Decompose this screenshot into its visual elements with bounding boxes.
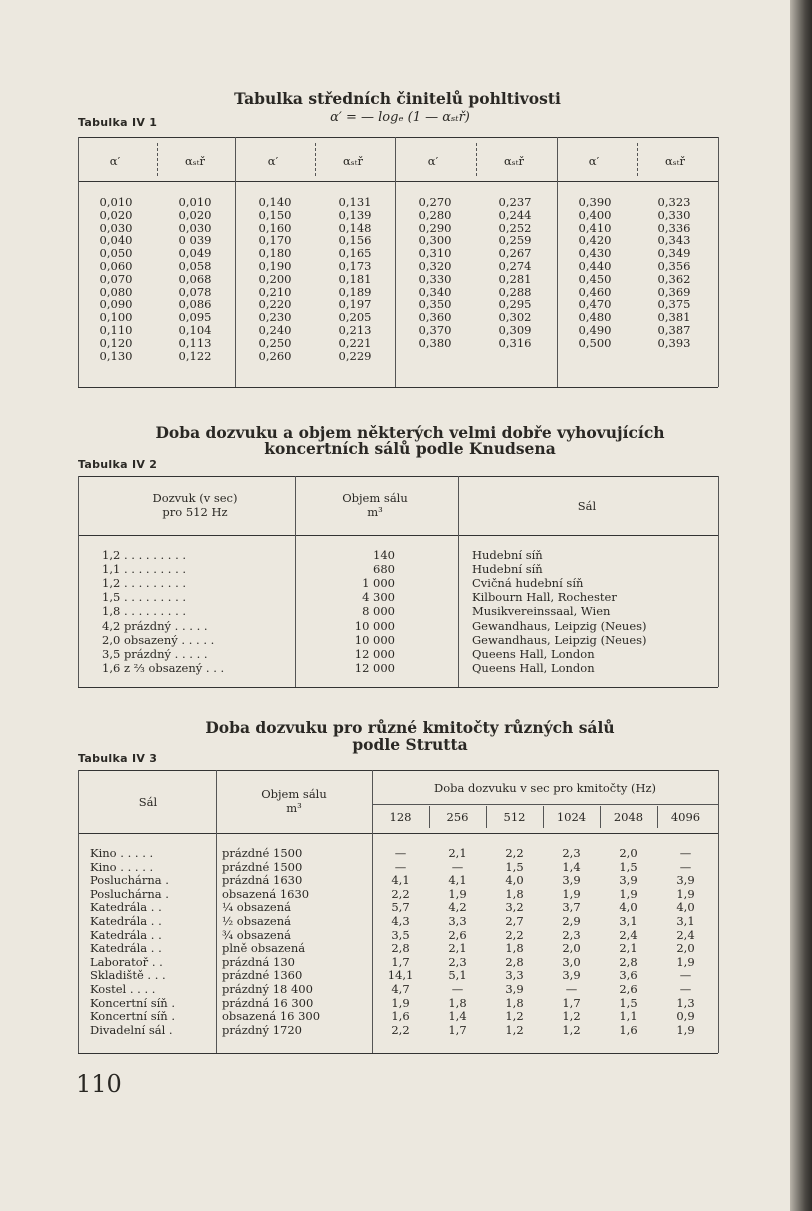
t1-cell: 0,010 (99, 195, 133, 209)
t3-hall-cell: Divadelní sál . (90, 1022, 173, 1037)
t3-value-cell: — (565, 982, 578, 996)
t1-cell: 0,295 (498, 297, 532, 312)
t3-hall-cell: Posluchárna . (90, 886, 169, 901)
t2-reverb-cell: 1,5 . . . . . . . . . (102, 590, 187, 605)
t1-cell: 0,390 (578, 195, 612, 209)
t1-cell: 0,020 (99, 207, 133, 222)
t1-cell: 0,310 (418, 246, 452, 261)
t3-value-cell: 1,9 (619, 886, 638, 901)
t3-header-hall: Sál (138, 795, 158, 809)
t3-value-cell: — (394, 859, 407, 874)
t3-value-cell: 1,2 (505, 1022, 524, 1037)
t1-cell: 0,139 (338, 207, 372, 222)
t1-cell: 0,270 (418, 195, 452, 209)
table1-label: Tabulka IV 1 (78, 116, 158, 129)
t1-header-alpha-1: α′ (109, 154, 121, 168)
table3-title-line1: Doba dozvuku pro různé kmitočty různých sálů (205, 718, 615, 737)
t3-value-cell: 1,6 (391, 1009, 410, 1024)
t3-value-cell: 2,0 (676, 941, 695, 956)
t1-cell: 0,400 (578, 207, 612, 222)
t1-cell: 0,210 (258, 284, 292, 299)
t1-cell: 0,229 (338, 348, 372, 363)
t3-value-cell: 2,6 (619, 982, 638, 996)
t1-cell: 0,281 (498, 271, 532, 286)
t1-cell: 0,356 (657, 259, 691, 273)
t1-cell: 0,197 (338, 297, 372, 312)
t1-cell: 0,316 (498, 335, 532, 350)
t2-volume-cell: 10 000 (354, 632, 395, 647)
t3-value-cell: 2,4 (619, 927, 638, 942)
t3-volume-cell: prázdná 1630 (222, 873, 303, 888)
t3-hall-cell: Kino . . . . . (90, 846, 154, 860)
t3-value-cell: 4,1 (391, 873, 410, 888)
t1-cell: 0,130 (99, 348, 133, 363)
t1-cell: 0,340 (418, 284, 452, 299)
t3-hall-cell: Laboratoř . . (90, 954, 163, 969)
t1-cell: 0,190 (258, 259, 292, 273)
t1-header-astr-1: αₛₜř (185, 154, 205, 168)
t1-cell: 0,230 (258, 310, 292, 325)
t2-hall-cell: Queens Hall, London (472, 660, 595, 675)
t2-volume-cell: 680 (373, 562, 395, 577)
t3-hall-cell: Posluchárna . (90, 873, 169, 888)
t1-cell: 0,049 (178, 246, 212, 261)
t3-value-cell: 1,9 (676, 1022, 695, 1037)
t2-reverb-cell: 4,2 prázdný . . . . . (102, 618, 208, 633)
t3-hall-cell: Kino . . . . . (90, 859, 154, 874)
t3-hall-cell: Katedrála . . (90, 914, 162, 928)
t3-value-cell: 1,1 (619, 1009, 638, 1024)
t3-freq-256: 256 (446, 810, 469, 824)
page-edge-shadow (790, 0, 812, 1211)
t2-reverb-cell: 3,5 prázdný . . . . . (102, 646, 208, 661)
table1-formula: α′ = — logₑ (1 — αₛₜř) (330, 110, 470, 125)
t3-value-cell: 2,9 (562, 914, 581, 928)
t2-hall-cell: Hudební síň (472, 562, 543, 577)
t3-freq-128: 128 (389, 810, 412, 824)
t1-cell: 0,080 (99, 284, 133, 299)
t3-header-volume-2: m³ (286, 801, 302, 815)
t1-cell: 0,205 (338, 310, 372, 325)
t3-value-cell: 3,6 (619, 968, 638, 983)
t3-value-cell: 4,2 (448, 900, 467, 915)
table3-label: Tabulka IV 3 (78, 752, 158, 765)
t1-cell: 0,237 (498, 195, 532, 209)
t1-cell: 0,490 (578, 323, 612, 337)
t3-value-cell: 3,9 (505, 982, 524, 996)
t1-cell: 0,349 (657, 246, 691, 261)
t2-volume-cell: 4 300 (362, 590, 395, 605)
t2-volume-cell: 12 000 (354, 660, 395, 675)
t1-cell: 0,020 (178, 207, 212, 222)
t3-value-cell: 2,8 (619, 954, 638, 969)
t3-value-cell: 2,2 (505, 846, 524, 860)
t1-cell: 0,180 (258, 246, 292, 261)
t2-reverb-cell: 1,2 . . . . . . . . . (102, 576, 187, 591)
t3-value-cell: 2,2 (391, 886, 410, 901)
t1-cell: 0,113 (178, 335, 212, 350)
t3-volume-cell: prázdná 16 300 (222, 995, 314, 1010)
t3-value-cell: 2,3 (562, 927, 581, 942)
t1-cell: 0,320 (418, 259, 452, 273)
t2-header-hall: Sál (577, 499, 597, 513)
t1-cell: 0,220 (258, 297, 292, 312)
t3-volume-cell: prázdný 18 400 (222, 982, 313, 996)
t2-volume-cell: 1 000 (362, 576, 395, 591)
t1-cell: 0,110 (99, 323, 133, 337)
t1-cell: 0,420 (578, 233, 612, 248)
t3-value-cell: 1,2 (562, 1022, 581, 1037)
t2-volume-cell: 8 000 (362, 604, 395, 619)
t3-value-cell: 3,9 (562, 873, 581, 888)
t2-header-volume-1: Objem sálu (342, 491, 408, 505)
t1-cell: 0,200 (258, 271, 292, 286)
t3-value-cell: 2,2 (391, 1022, 410, 1037)
t1-cell: 0,156 (338, 233, 372, 248)
t1-cell: 0,189 (338, 284, 372, 299)
t3-value-cell: 1,2 (505, 1009, 524, 1024)
t3-value-cell: 1,7 (448, 1022, 467, 1037)
t1-cell: 0,131 (338, 195, 372, 209)
t3-value-cell: 1,9 (448, 886, 467, 901)
t1-cell: 0,070 (99, 271, 133, 286)
t1-cell: 0,030 (99, 220, 133, 235)
t3-value-cell: 14,1 (387, 968, 414, 983)
table2-title-line1: Doba dozvuku a objem některých velmi dobře vyhovujících (155, 423, 665, 442)
t3-value-cell: 3,1 (676, 914, 695, 928)
t3-value-cell: 3,9 (619, 873, 638, 888)
page-number: 110 (76, 1070, 122, 1098)
t1-cell: 0,140 (258, 195, 292, 209)
t3-hall-cell: Katedrála . . (90, 941, 162, 956)
t2-reverb-cell: 1,2 . . . . . . . . . (102, 548, 187, 562)
t1-cell: 0,030 (178, 220, 212, 235)
t1-cell: 0,040 (99, 233, 133, 248)
t2-volume-cell: 10 000 (354, 618, 395, 633)
t1-cell: 0,240 (258, 323, 292, 337)
t1-cell: 0,381 (657, 310, 691, 325)
t1-cell: 0,375 (657, 297, 691, 312)
t1-header-alpha-3: α′ (427, 154, 439, 168)
t3-freq-1024: 1024 (556, 810, 587, 824)
t3-value-cell: 1,3 (676, 995, 695, 1010)
t3-value-cell: 1,5 (619, 995, 638, 1010)
t3-volume-cell: prázdná 130 (222, 954, 296, 969)
t1-cell: 0,104 (178, 323, 212, 337)
t1-header-alpha-2: α′ (267, 154, 279, 168)
t3-value-cell: 3,1 (619, 914, 638, 928)
t1-cell: 0,148 (338, 220, 372, 235)
t3-value-cell: 3,7 (562, 900, 581, 915)
t1-cell: 0,290 (418, 220, 452, 235)
t1-cell: 0,350 (418, 297, 452, 312)
t1-cell: 0,370 (418, 323, 452, 337)
t1-cell: 0,330 (657, 207, 691, 222)
t3-value-cell: 3,0 (562, 954, 581, 969)
t1-cell: 0,259 (498, 233, 532, 248)
t2-hall-cell: Kilbourn Hall, Rochester (472, 590, 617, 605)
t1-cell: 0,010 (178, 195, 212, 209)
t2-hall-cell: Cvičná hudební síň (472, 576, 584, 591)
t3-hall-cell: Koncertní síň . (90, 1009, 176, 1024)
t1-cell: 0,173 (338, 259, 372, 273)
t1-cell: 0,410 (578, 220, 612, 235)
t1-cell: 0,480 (578, 310, 612, 325)
t3-hall-cell: Koncertní síň . (90, 995, 176, 1010)
t3-value-cell: 1,9 (676, 954, 695, 969)
t3-value-cell: 2,0 (619, 846, 638, 860)
t3-volume-cell: prázdné 1500 (222, 846, 303, 860)
t3-volume-cell: obsazená 16 300 (222, 1009, 321, 1024)
t3-volume-cell: ¾ obsazená (222, 927, 291, 942)
table2-label: Tabulka IV 2 (78, 458, 158, 471)
t1-cell: 0,213 (338, 323, 372, 337)
t2-volume-cell: 140 (373, 548, 395, 562)
t1-cell: 0,380 (418, 335, 452, 350)
t1-cell: 0,267 (498, 246, 532, 261)
t3-value-cell: — (679, 846, 692, 860)
t1-cell: 0,300 (418, 233, 452, 248)
t1-cell: 0,221 (338, 335, 372, 350)
t1-cell: 0,393 (657, 335, 691, 350)
t3-value-cell: 4,7 (391, 982, 410, 996)
t3-value-cell: 2,6 (448, 927, 467, 942)
t2-reverb-cell: 1,6 z ⅔ obsazený . . . (102, 660, 225, 675)
t3-hall-cell: Katedrála . . (90, 900, 162, 915)
t2-reverb-cell: 1,8 . . . . . . . . . (102, 604, 187, 619)
t3-value-cell: 1,6 (619, 1022, 638, 1037)
t1-cell: 0,288 (498, 284, 532, 299)
t3-value-cell: 1,9 (391, 995, 410, 1010)
t1-cell: 0,244 (498, 207, 532, 222)
t1-cell: 0,120 (99, 335, 133, 350)
t1-cell: 0,343 (657, 233, 691, 248)
t3-volume-cell: prázdný 1720 (222, 1022, 302, 1037)
t3-value-cell: 4,0 (619, 900, 638, 915)
t3-hall-cell: Katedrála . . (90, 927, 162, 942)
t3-value-cell: 5,7 (391, 900, 410, 915)
t3-value-cell: 3,9 (562, 968, 581, 983)
t3-value-cell: 1,5 (619, 859, 638, 874)
t1-cell: 0 039 (178, 233, 212, 248)
t3-value-cell: 0,9 (676, 1009, 695, 1024)
t3-value-cell: 1,8 (505, 886, 524, 901)
t3-volume-cell: ½ obsazená (222, 914, 291, 928)
t3-header-volume-1: Objem sálu (261, 787, 327, 801)
t3-volume-cell: obsazená 1630 (222, 886, 310, 901)
t1-cell: 0,122 (178, 348, 212, 363)
t1-cell: 0,500 (578, 335, 612, 350)
t3-value-cell: 1,5 (505, 859, 524, 874)
t1-cell: 0,309 (498, 323, 532, 337)
t2-hall-cell: Musikvereinssaal, Wien (472, 604, 611, 619)
t1-cell: 0,302 (498, 310, 532, 325)
t1-cell: 0,450 (578, 271, 612, 286)
t3-hall-cell: Kostel . . . . (90, 982, 156, 996)
t3-value-cell: 1,7 (391, 954, 410, 969)
t1-header-astr-2: αₛₜř (343, 154, 363, 168)
t3-value-cell: 5,1 (448, 968, 467, 983)
t1-cell: 0,280 (418, 207, 452, 222)
t3-value-cell: 1,8 (505, 941, 524, 956)
t3-volume-cell: plně obsazená (222, 941, 306, 956)
t3-header-reverb: Doba dozvuku v sec pro kmitočty (Hz) (433, 781, 657, 795)
table2-title-line2: koncertních sálů podle Knudsena (264, 439, 556, 458)
t3-volume-cell: ¼ obsazená (222, 900, 291, 915)
t1-cell: 0,068 (178, 271, 212, 286)
t1-header-alpha-4: α′ (588, 154, 600, 168)
t1-cell: 0,360 (418, 310, 452, 325)
t3-freq-2048: 2048 (613, 810, 644, 824)
t1-cell: 0,050 (99, 246, 133, 261)
t3-value-cell: 3,2 (505, 900, 524, 915)
t3-value-cell: 3,9 (676, 873, 695, 888)
t3-value-cell: — (394, 846, 407, 860)
t3-value-cell: 4,0 (505, 873, 524, 888)
t1-cell: 0,090 (99, 297, 133, 312)
t1-cell: 0,078 (178, 284, 212, 299)
t3-value-cell: 2,8 (505, 954, 524, 969)
t3-value-cell: 4,3 (391, 914, 410, 928)
t2-header-reverb-1: Dozvuk (v sec) (152, 491, 238, 505)
t1-cell: 0,430 (578, 246, 612, 261)
t2-header-volume-2: m³ (367, 505, 383, 519)
t2-volume-cell: 12 000 (354, 646, 395, 661)
t3-value-cell: 2,3 (562, 846, 581, 860)
t3-value-cell: 4,0 (676, 900, 695, 915)
t3-value-cell: 1,2 (562, 1009, 581, 1024)
t2-hall-cell: Gewandhaus, Leipzig (Neues) (472, 618, 647, 633)
t3-value-cell: 1,4 (448, 1009, 467, 1024)
t3-value-cell: 1,8 (448, 995, 467, 1010)
t3-value-cell: 3,3 (448, 914, 467, 928)
t2-header-reverb-2: pro 512 Hz (162, 505, 228, 519)
t3-value-cell: 1,4 (562, 859, 581, 874)
t1-cell: 0,160 (258, 220, 292, 235)
t1-cell: 0,336 (657, 220, 691, 235)
t3-value-cell: 1,9 (562, 886, 581, 901)
t3-volume-cell: prázdné 1360 (222, 968, 303, 983)
t1-cell: 0,181 (338, 271, 372, 286)
t3-value-cell: 2,3 (448, 954, 467, 969)
t1-cell: 0,170 (258, 233, 292, 248)
t1-cell: 0,260 (258, 348, 292, 363)
t1-cell: 0,252 (498, 220, 532, 235)
t3-value-cell: — (679, 968, 692, 983)
t3-freq-512: 512 (503, 810, 526, 824)
t3-hall-cell: Skladiště . . . (90, 968, 166, 983)
t1-cell: 0,250 (258, 335, 292, 350)
t3-volume-cell: prázdné 1500 (222, 859, 303, 874)
t1-header-astr-3: αₛₜř (504, 154, 524, 168)
t3-value-cell: 2,8 (391, 941, 410, 956)
t3-value-cell: 1,7 (562, 995, 581, 1010)
t3-value-cell: 2,4 (676, 927, 695, 942)
t3-value-cell: 4,1 (448, 873, 467, 888)
t3-value-cell: 1,8 (505, 995, 524, 1010)
t3-value-cell: — (451, 859, 464, 874)
table1-title: Tabulka středních činitelů pohltivosti (234, 89, 561, 108)
t2-reverb-cell: 2,0 obsazený . . . . . (102, 632, 215, 647)
t3-value-cell: — (679, 982, 692, 996)
t1-cell: 0,150 (258, 207, 292, 222)
t1-cell: 0,060 (99, 259, 133, 273)
t3-value-cell: 2,1 (448, 941, 467, 956)
t1-cell: 0,095 (178, 310, 212, 325)
t1-cell: 0,274 (498, 259, 532, 273)
t1-cell: 0,330 (418, 271, 452, 286)
t3-value-cell: 2,1 (448, 846, 467, 860)
t1-cell: 0,362 (657, 271, 691, 286)
t1-cell: 0,058 (178, 259, 212, 273)
t1-cell: 0,460 (578, 284, 612, 299)
t3-value-cell: 2,2 (505, 927, 524, 942)
t3-value-cell: 1,9 (676, 886, 695, 901)
t1-cell: 0,086 (178, 297, 212, 312)
t3-value-cell: 2,7 (505, 914, 524, 928)
t3-value-cell: 2,0 (562, 941, 581, 956)
t1-cell: 0,369 (657, 284, 691, 299)
t3-value-cell: 3,3 (505, 968, 524, 983)
t3-value-cell: — (679, 859, 692, 874)
t1-cell: 0,440 (578, 259, 612, 273)
t1-cell: 0,323 (657, 195, 691, 209)
t1-header-astr-4: αₛₜř (665, 154, 685, 168)
t1-cell: 0,100 (99, 310, 133, 325)
t2-hall-cell: Hudební síň (472, 548, 543, 562)
t1-cell: 0,165 (338, 246, 372, 261)
t2-reverb-cell: 1,1 . . . . . . . . . (102, 562, 187, 577)
t3-value-cell: 3,5 (391, 927, 410, 942)
t2-hall-cell: Gewandhaus, Leipzig (Neues) (472, 632, 647, 647)
t3-value-cell: 2,1 (619, 941, 638, 956)
t1-cell: 0,387 (657, 323, 691, 337)
t3-freq-4096: 4096 (670, 810, 701, 824)
t3-value-cell: — (451, 982, 464, 996)
t2-hall-cell: Queens Hall, London (472, 646, 595, 661)
table3-title-line2: podle Strutta (352, 735, 468, 754)
t1-cell: 0,470 (578, 297, 612, 312)
